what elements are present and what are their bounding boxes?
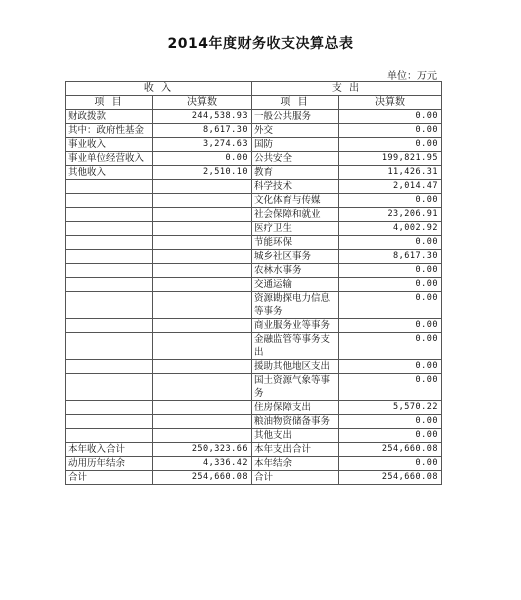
expenditure-item-cell: 合计	[252, 471, 339, 485]
expenditure-amount-cell: 0.00	[339, 194, 442, 208]
page-title: 2014年度财务收支决算总表	[167, 36, 354, 52]
income-amount-header: 决算数	[153, 96, 252, 110]
income-item-cell	[66, 292, 153, 319]
table-row	[66, 443, 442, 457]
table-body	[66, 82, 442, 485]
income-amount-cell: 250,323.66	[153, 443, 252, 457]
expenditure-amount-cell: 199,821.95	[339, 152, 442, 166]
income-amount-cell: 0.00	[153, 152, 252, 166]
expenditure-item-cell: 城乡社区事务	[252, 250, 339, 264]
income-amount-cell	[153, 236, 252, 250]
table-row	[66, 222, 442, 236]
expenditure-amount-cell: 0.00	[339, 292, 442, 319]
income-item-cell	[66, 360, 153, 374]
income-amount-cell	[153, 208, 252, 222]
table-row	[66, 401, 442, 415]
table-row	[66, 152, 442, 166]
income-item-cell	[66, 429, 153, 443]
expenditure-item-cell: 教育	[252, 166, 339, 180]
expenditure-item-cell: 国土资源气象等事务	[252, 374, 339, 401]
table-row	[66, 415, 442, 429]
expenditure-amount-cell: 0.00	[339, 360, 442, 374]
expenditure-item-cell: 商业服务业等事务	[252, 319, 339, 333]
expenditure-item-cell: 社会保障和就业	[252, 208, 339, 222]
income-amount-cell	[153, 264, 252, 278]
income-amount-cell: 254,660.08	[153, 471, 252, 485]
income-item-cell	[66, 194, 153, 208]
expenditure-amount-cell: 0.00	[339, 138, 442, 152]
income-item-cell	[66, 250, 153, 264]
income-amount-cell	[153, 415, 252, 429]
expenditure-amount-cell: 23,206.91	[339, 208, 442, 222]
expenditure-amount-cell: 0.00	[339, 264, 442, 278]
income-amount-cell: 244,538.93	[153, 110, 252, 124]
table-row	[66, 278, 442, 292]
expenditure-amount-header: 决算数	[339, 96, 442, 110]
expenditure-item-cell: 国防	[252, 138, 339, 152]
income-amount-cell: 4,336.42	[153, 457, 252, 471]
table-row	[66, 264, 442, 278]
table-row	[66, 292, 442, 319]
income-amount-cell	[153, 194, 252, 208]
income-amount-cell: 3,274.63	[153, 138, 252, 152]
expenditure-item-cell: 金融监管等事务支出	[252, 333, 339, 360]
table-row	[66, 319, 442, 333]
income-amount-cell	[153, 222, 252, 236]
income-item-cell	[66, 236, 153, 250]
expenditure-amount-cell: 0.00	[339, 278, 442, 292]
income-amount-cell: 2,510.10	[153, 166, 252, 180]
income-item-cell	[66, 222, 153, 236]
table-row	[66, 236, 442, 250]
income-amount-cell	[153, 250, 252, 264]
income-amount-cell	[153, 278, 252, 292]
expenditure-amount-cell: 0.00	[339, 374, 442, 401]
income-amount-cell	[153, 333, 252, 360]
table-row	[66, 457, 442, 471]
expenditure-amount-cell: 4,002.92	[339, 222, 442, 236]
table-row	[66, 333, 442, 360]
income-amount-cell	[153, 360, 252, 374]
income-item-cell: 本年收入合计	[66, 443, 153, 457]
income-item-cell: 动用历年结余	[66, 457, 153, 471]
expenditure-item-cell: 本年支出合计	[252, 443, 339, 457]
income-item-header: 项 目	[66, 96, 153, 110]
income-item-cell: 事业单位经营收入	[66, 152, 153, 166]
unit-label: 单位：万元	[387, 71, 437, 82]
expenditure-item-cell: 援助其他地区支出	[252, 360, 339, 374]
table-row	[66, 471, 442, 485]
income-item-cell	[66, 415, 153, 429]
table-row	[66, 166, 442, 180]
column-header-row	[66, 96, 442, 110]
expenditure-section-header: 支 出	[252, 82, 442, 96]
table-row	[66, 110, 442, 124]
income-item-cell: 财政拨款	[66, 110, 153, 124]
expenditure-amount-cell: 254,660.08	[339, 443, 442, 457]
income-item-cell	[66, 208, 153, 222]
table-row	[66, 124, 442, 138]
table-row	[66, 374, 442, 401]
income-amount-cell	[153, 429, 252, 443]
income-section-header: 收 入	[66, 82, 252, 96]
expenditure-item-cell: 科学技术	[252, 180, 339, 194]
expenditure-amount-cell: 0.00	[339, 124, 442, 138]
section-header-row	[66, 82, 442, 96]
expenditure-item-cell: 外交	[252, 124, 339, 138]
expenditure-amount-cell: 2,014.47	[339, 180, 442, 194]
expenditure-amount-cell: 0.00	[339, 236, 442, 250]
expenditure-amount-cell: 0.00	[339, 333, 442, 360]
income-item-cell	[66, 319, 153, 333]
expenditure-item-cell: 粮油物资储备事务	[252, 415, 339, 429]
expenditure-item-cell: 本年结余	[252, 457, 339, 471]
income-item-cell	[66, 401, 153, 415]
expenditure-item-header: 项 目	[252, 96, 339, 110]
table-row	[66, 138, 442, 152]
income-amount-cell	[153, 319, 252, 333]
income-item-cell: 事业收入	[66, 138, 153, 152]
expenditure-amount-cell: 0.00	[339, 415, 442, 429]
expenditure-amount-cell: 11,426.31	[339, 166, 442, 180]
income-item-cell	[66, 333, 153, 360]
table-row	[66, 180, 442, 194]
income-amount-cell: 8,617.30	[153, 124, 252, 138]
income-item-cell	[66, 264, 153, 278]
expenditure-item-cell: 一般公共服务	[252, 110, 339, 124]
expenditure-item-cell: 资源勘探电力信息等事务	[252, 292, 339, 319]
income-amount-cell	[153, 292, 252, 319]
income-item-cell: 其中：政府性基金	[66, 124, 153, 138]
income-item-cell	[66, 278, 153, 292]
expenditure-item-cell: 文化体育与传媒	[252, 194, 339, 208]
income-amount-cell	[153, 374, 252, 401]
table-row	[66, 360, 442, 374]
expenditure-amount-cell: 0.00	[339, 429, 442, 443]
table-row	[66, 208, 442, 222]
expenditure-amount-cell: 0.00	[339, 457, 442, 471]
income-amount-cell	[153, 180, 252, 194]
expenditure-item-cell: 其他支出	[252, 429, 339, 443]
expenditure-item-cell: 公共安全	[252, 152, 339, 166]
table-row	[66, 194, 442, 208]
expenditure-amount-cell: 254,660.08	[339, 471, 442, 485]
table-row	[66, 429, 442, 443]
income-item-cell: 合计	[66, 471, 153, 485]
expenditure-item-cell: 住房保障支出	[252, 401, 339, 415]
income-amount-cell	[153, 401, 252, 415]
income-item-cell: 其他收入	[66, 166, 153, 180]
expenditure-amount-cell: 5,570.22	[339, 401, 442, 415]
income-item-cell	[66, 374, 153, 401]
expenditure-item-cell: 农林水事务	[252, 264, 339, 278]
table-row	[66, 250, 442, 264]
income-item-cell	[66, 180, 153, 194]
expenditure-amount-cell: 0.00	[339, 110, 442, 124]
expenditure-amount-cell: 8,617.30	[339, 250, 442, 264]
expenditure-amount-cell: 0.00	[339, 319, 442, 333]
expenditure-item-cell: 交通运输	[252, 278, 339, 292]
financial-summary-table	[65, 81, 442, 485]
expenditure-item-cell: 医疗卫生	[252, 222, 339, 236]
expenditure-item-cell: 节能环保	[252, 236, 339, 250]
